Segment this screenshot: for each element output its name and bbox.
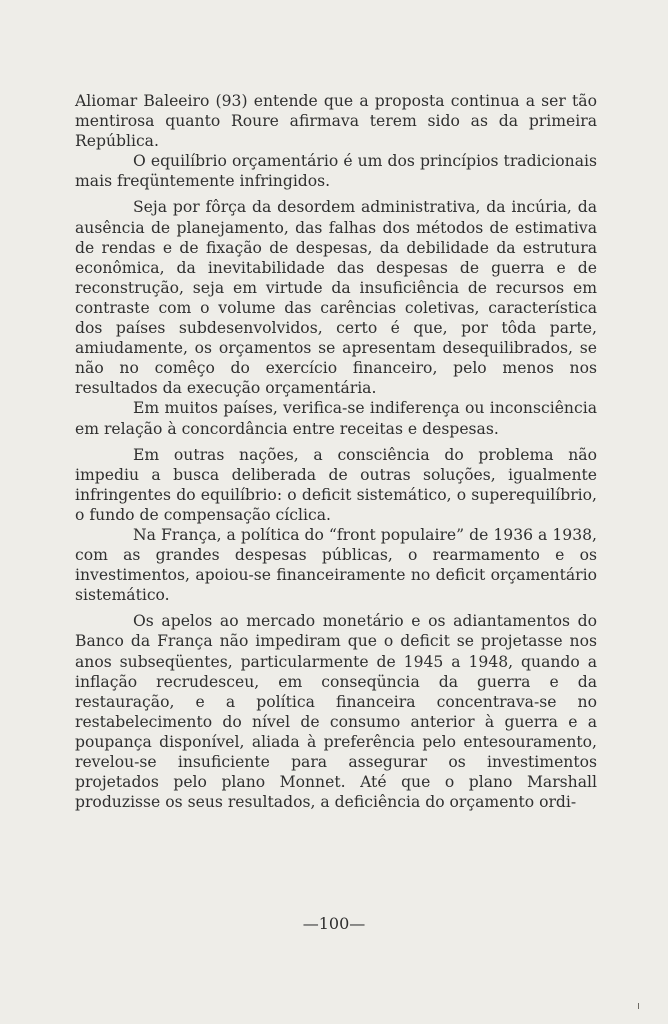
paragraph-apelos: Os apelos ao mercado monetário e os adiantamentos do Banco da França não impediram que o deficit se projetasse nos anos subseqüentes, particularmente de 1945 a 1948, quando a inflação recrudesceu, em conseqüncia da guerra e da restauração, e a política financeira concentrava-se no restabelecimento do nível de consumo anterior à guerra e a poupança disponível, aliada à preferência pelo entesouramento, revelou-se insuficiente para assegurar os investimentos projetados pelo plano Monnet. Até que o plano Marshall produzisse os seus resultados, a deficiência do orçamento ordi- [75,612,597,812]
page-number: —100— [302,914,366,933]
paragraph-equilibrio: O equilíbrio orçamentário é um dos princípios tradicionais mais freqüntemente infringidos. [75,152,597,191]
paragraph-outras-nacoes: Em outras nações, a consciência do problema não impediu a busca deliberada de outras soluções, igualmente infringentes do equilíbrio: o deficit sistemático, o superequilíbrio, o fundo de compensação cíclica. [75,445,597,524]
paragraph-seja-por-forca: Seja por fôrça da desordem administrativa, da incúria, da ausência de planejamento, das falhas dos métodos de estimativa de rendas e de fixação de despesas, da debilidade da estrutura econômica, da inevitabilidade das despesas de guerra e de reconstrução, seja em virtude da insuficiência de recursos em contraste com o volume das carências coletivas, característica dos países subdesenvolvidos, certo é que, por tôda parte, amiudamente, os orçamentos se apresentam desequilibrados, se não no comêço do exercício financeiro, pelo menos nos resultados da execução orçamentária. [75,198,597,398]
body-text [75,91,597,812]
paragraph-baleeiro: Aliomar Baleeiro (93) entende que a proposta continua a ser tão mentirosa quanto Roure afirmava terem sido as da primeira República. [75,92,597,151]
paragraph-franca: Na França, a política do “front populaire” de 1936 a 1938, com as grandes despesas públicas, o rearmamento e os investimentos, apoiou-se financeiramente no deficit orçamentário sistemático. [75,525,597,605]
scan-speck [638,1003,639,1009]
paragraph-muitos-paises: Em muitos países, verifica-se indiferença ou inconsciência em relação à concordância entre receitas e despesas. [75,399,597,438]
